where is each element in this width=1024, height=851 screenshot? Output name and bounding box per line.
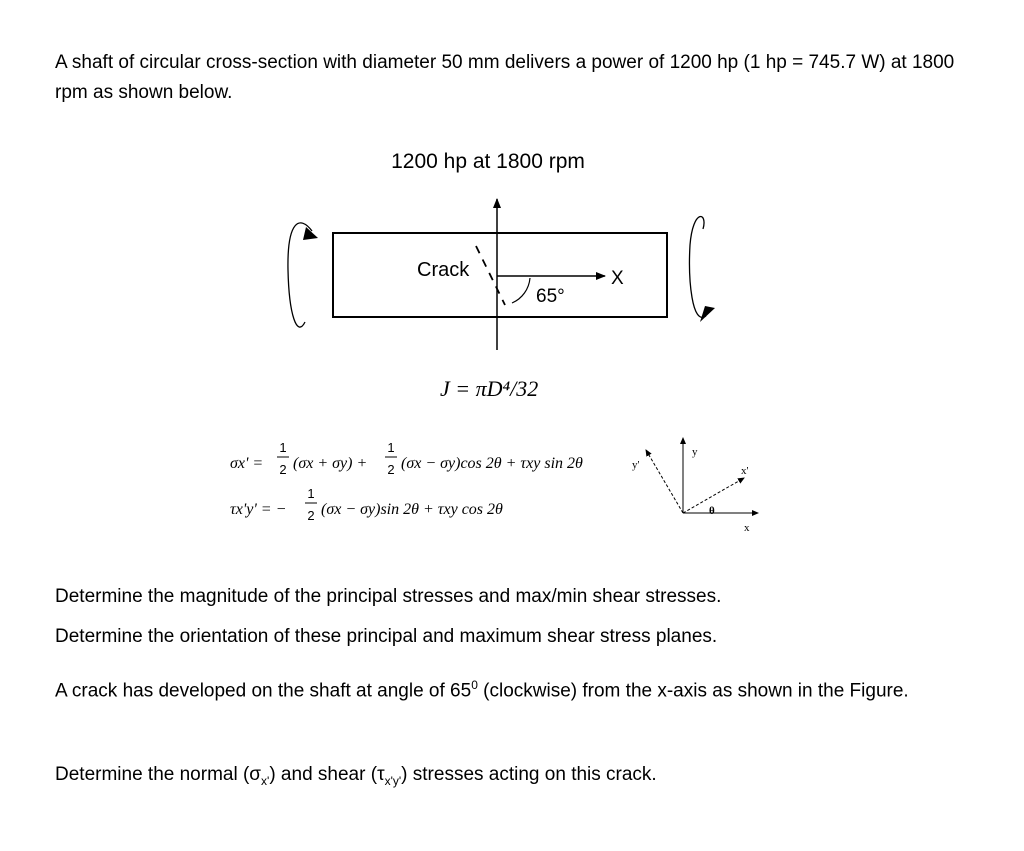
angle-label: 65°	[536, 286, 565, 307]
question-crack-stresses	[55, 760, 657, 796]
q3-degree: 0	[471, 678, 478, 692]
q4-tau-sub: x'y'	[384, 773, 402, 788]
sketch-x-prime-label: x'	[741, 465, 749, 477]
normal-stress-term-2: (σx − σy)cos 2θ + τxy sin 2θ	[401, 455, 583, 472]
q4-text-1: Determine the normal (	[55, 764, 250, 785]
sketch-y-prime-label: y'	[632, 459, 640, 471]
load-label: 1200 hp at 1800 rpm	[391, 150, 585, 173]
sketch-y-prime-axis	[646, 450, 683, 513]
shear-stress-term: (σx − σy)sin 2θ + τxy cos 2θ	[321, 501, 503, 518]
normal-stress-term-1: (σx + σy) +	[293, 455, 368, 472]
question-orientation: Determine the orientation of these principal and maximum shear stress planes.	[55, 626, 718, 647]
x-axis-label: X	[611, 268, 624, 289]
right-torque-curve	[690, 216, 706, 317]
sketch-x-label: x	[744, 522, 750, 534]
angle-arc	[512, 278, 530, 303]
fraction-numerator: 1	[387, 440, 395, 455]
q4-tau: τ	[377, 764, 385, 785]
shear-stress-lhs: τx'y' = −	[230, 501, 287, 518]
sketch-theta-label: θ	[709, 505, 715, 517]
fraction-numerator: 1	[307, 486, 315, 501]
shear-stress-equation	[230, 486, 503, 523]
right-torque-arrowhead	[700, 306, 715, 322]
fraction-denominator: 2	[387, 462, 395, 477]
q4-sigma-sub: x'	[261, 773, 270, 788]
q4-sigma: σ	[249, 764, 262, 785]
fraction-denominator: 2	[307, 508, 315, 523]
crack-label: Crack	[417, 259, 470, 281]
q4-text-3: ) stresses acting on this crack.	[401, 764, 657, 785]
question-crack-description	[55, 670, 955, 706]
q3-text-2: (clockwise) from the x-axis as shown in the Figure.	[477, 680, 909, 702]
normal-stress-lhs: σx' =	[230, 455, 264, 472]
fraction-denominator: 2	[279, 462, 287, 477]
sketch-y-label: y	[692, 446, 698, 458]
problem-intro: A shaft of circular cross-section with diameter 50 mm delivers a power of 1200 hp (1 hp = 745.7 W) at 1800 rpm as shown below.	[55, 52, 955, 103]
q3-text-1: A crack has developed on the shaft at angle of 65	[55, 680, 472, 702]
normal-stress-equation	[230, 440, 583, 477]
fraction-numerator: 1	[279, 440, 287, 455]
question-principal-stresses: Determine the magnitude of the principal stresses and max/min shear stresses.	[55, 586, 722, 607]
rotated-axes-sketch	[632, 438, 758, 534]
q4-text-2: ) and shear (	[269, 764, 378, 785]
polar-moment-formula: J = πD⁴/32	[440, 376, 539, 401]
